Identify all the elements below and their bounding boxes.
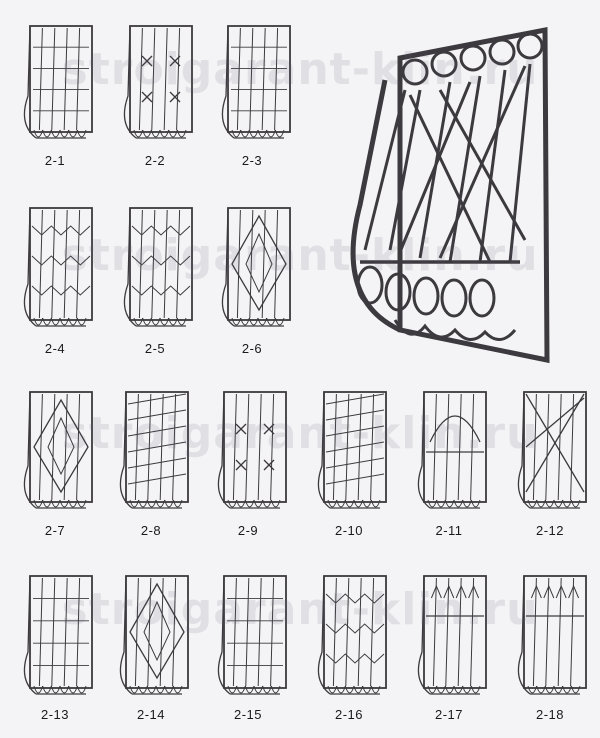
grille-thumbnail-2-11 — [418, 392, 486, 508]
grille-code-2-4: 2-4 — [44, 341, 66, 356]
grille-thumbnail-2-2 — [124, 26, 192, 138]
grille-thumbnail-2-16 — [318, 576, 386, 694]
watermark-row-2: stroigarant-klin.ru — [61, 230, 539, 281]
grille-code-2-12: 2-12 — [535, 523, 565, 538]
grille-code-2-10: 2-10 — [334, 523, 364, 538]
grille-thumbnail-2-8 — [120, 392, 188, 508]
grille-code-2-16: 2-16 — [334, 707, 364, 722]
grille-thumbnail-2-14 — [120, 576, 188, 694]
grille-thumbnail-2-6 — [222, 208, 290, 326]
grille-thumbnail-2-1 — [24, 26, 92, 138]
grille-code-2-11: 2-11 — [435, 523, 463, 538]
grille-code-2-13: 2-13 — [40, 707, 70, 722]
grille-thumbnail-2-10 — [318, 392, 386, 508]
grille-code-2-15: 2-15 — [233, 707, 263, 722]
grille-code-2-5: 2-5 — [144, 341, 166, 356]
grille-thumbnail-2-13 — [24, 576, 92, 694]
grille-thumbnail-2-3 — [222, 26, 290, 138]
grille-code-2-18: 2-18 — [535, 707, 565, 722]
grille-code-2-7: 2-7 — [44, 523, 66, 538]
grille-thumbnail-2-15 — [218, 576, 286, 694]
grille-code-2-9: 2-9 — [237, 523, 259, 538]
grille-code-2-3: 2-3 — [241, 153, 263, 168]
grille-thumbnail-2-18 — [518, 576, 586, 694]
grille-thumbnail-2-12 — [518, 392, 586, 508]
grille-code-2-2: 2-2 — [144, 153, 166, 168]
grille-code-2-17: 2-17 — [434, 707, 464, 722]
grille-code-2-6: 2-6 — [241, 341, 263, 356]
grille-code-2-14: 2-14 — [136, 707, 166, 722]
watermark-row-1: stroigarant-klin.ru — [61, 44, 539, 95]
grille-code-2-1: 2-1 — [44, 153, 66, 168]
watermark-row-4: stroigarant-klin.ru — [61, 584, 539, 635]
grille-thumbnail-2-4 — [24, 208, 92, 326]
featured-grille-illustration — [353, 30, 547, 360]
grille-thumbnail-2-17 — [418, 576, 486, 694]
grille-thumbnail-2-5 — [124, 208, 192, 326]
grille-thumbnail-2-9 — [218, 392, 286, 508]
grille-code-2-8: 2-8 — [140, 523, 162, 538]
grille-thumbnail-2-7 — [24, 392, 92, 508]
watermark-row-3: stroigarant-klin.ru — [61, 408, 539, 459]
